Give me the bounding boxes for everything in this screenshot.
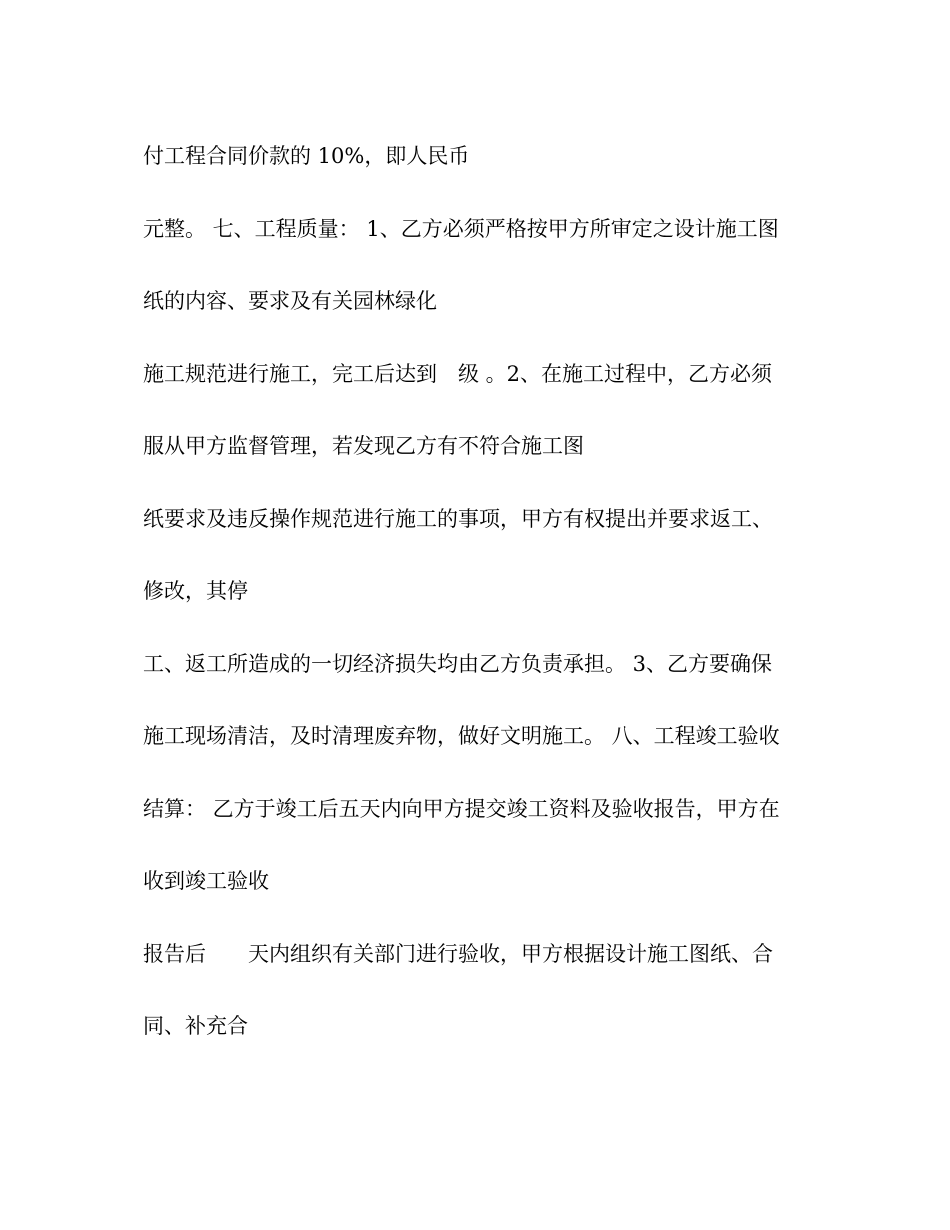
text-line: 结算： 乙方于竣工后五天内向甲方提交竣工资料及验收报告，甲方在 bbox=[143, 796, 780, 821]
text-line: 同、补充合 bbox=[143, 1014, 248, 1038]
text-line: 纸的内容、要求及有关园林绿化 bbox=[143, 289, 437, 313]
text-line: 施工现场清洁，及时清理废弃物，做好文明施工。 八、工程竣工验收 bbox=[143, 724, 780, 748]
text-line: 报告后 天内组织有关部门进行验收，甲方根据设计施工图纸、合 bbox=[143, 941, 773, 966]
text-line: 纸要求及违反操作规范进行施工的事项，甲方有权提出并要求返工、 bbox=[143, 506, 773, 531]
text-line: 收到竣工验收 bbox=[143, 869, 269, 893]
text-line: 工、返工所造成的一切经济损失均由乙方负责承担。 3、乙方要确保 bbox=[143, 651, 773, 676]
text-line: 服从甲方监督管理，若发现乙方有不符合施工图 bbox=[143, 434, 584, 458]
text-line: 修改，其停 bbox=[143, 579, 248, 603]
contract-body-text bbox=[143, 136, 823, 1079]
text-line: 施工规范进行施工，完工后达到 级 。2、在施工过程中，乙方必须 bbox=[143, 361, 773, 386]
text-line: 元整。 七、工程质量： 1、乙方必须严格按甲方所审定之设计施工图 bbox=[143, 216, 779, 241]
text-line: 付工程合同价款的 10%，即人民币 bbox=[143, 144, 470, 168]
